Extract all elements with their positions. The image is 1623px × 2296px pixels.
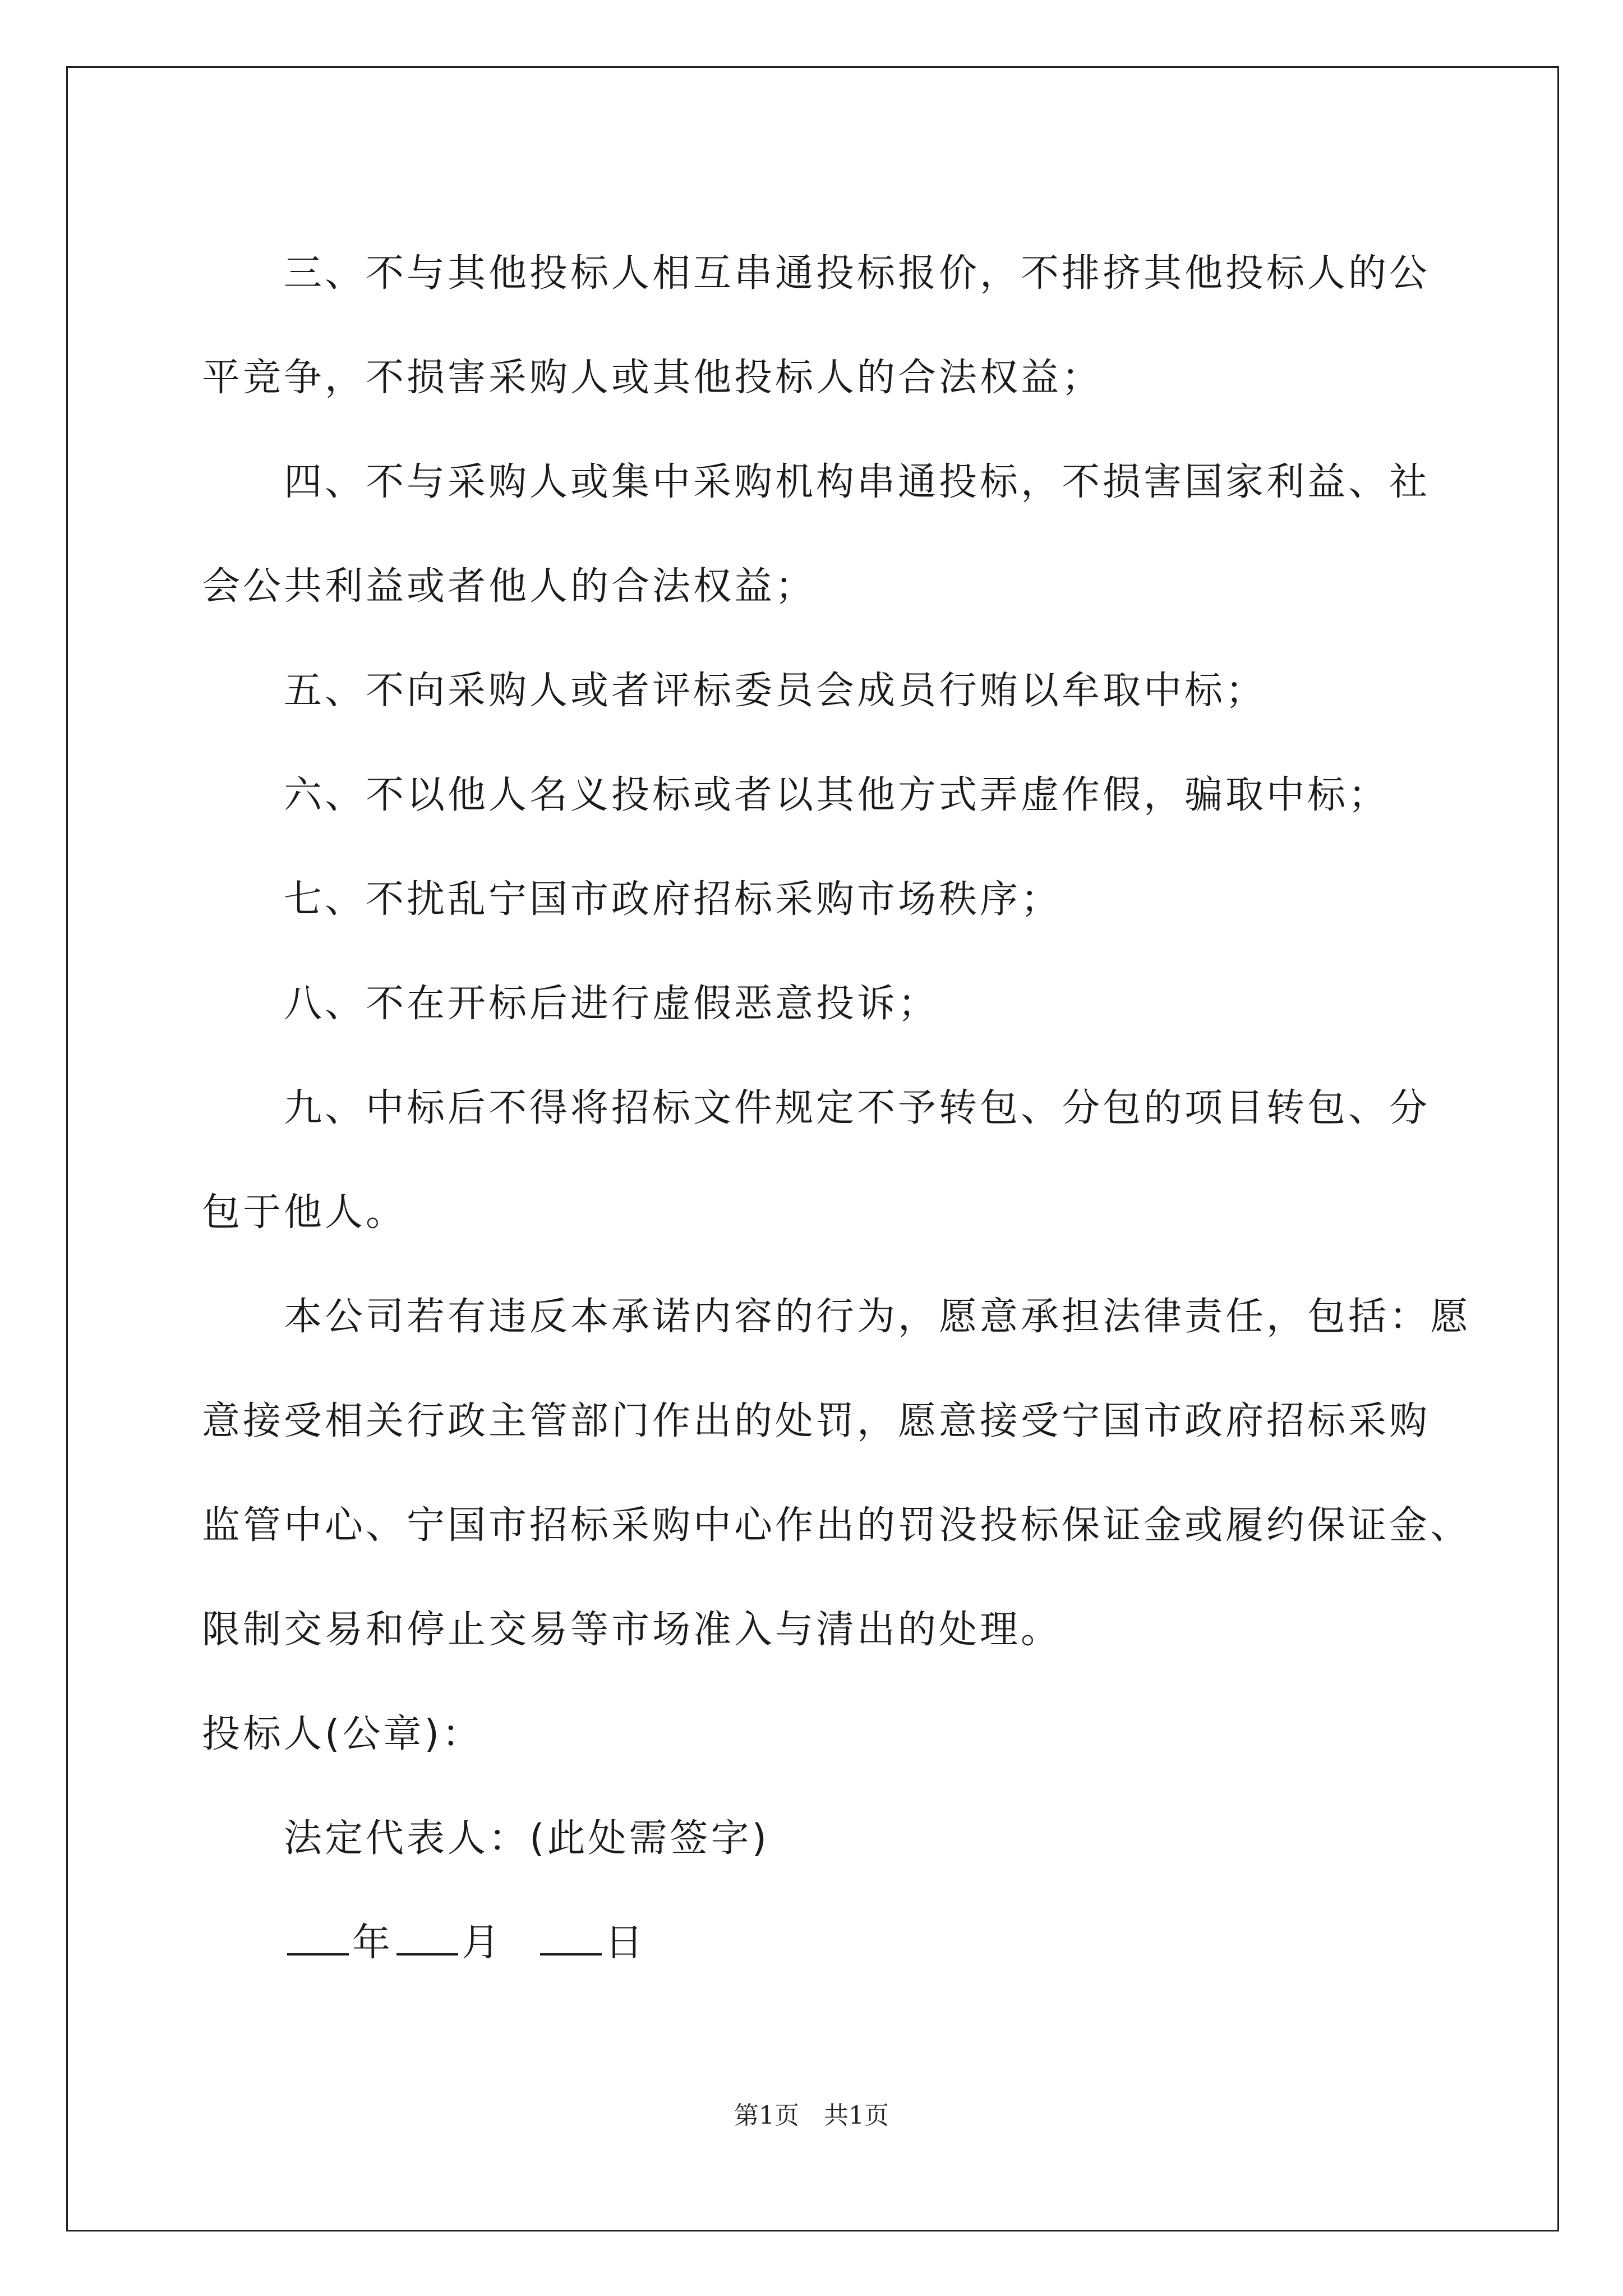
page-footer: 第1页 共1页 — [734, 2101, 889, 2130]
legal-representative-label: 法定代表人：(此处需签字) — [284, 1816, 770, 1861]
clause-7: 七、不扰乱宁国市政府招标采购市场秩序； — [284, 877, 1062, 922]
clause-9-line-1: 九、中标后不得将招标文件规定不予转包、分包的项目转包、分 — [284, 1086, 1431, 1130]
month-label: 月 — [462, 1921, 503, 1965]
document-body — [202, 222, 1476, 1995]
clause-3-line-2: 平竞争，不损害采购人或其他投标人的合法权益； — [202, 356, 1103, 400]
clause-9-line-2: 包于他人。 — [202, 1190, 407, 1235]
clause-8: 八、不在开标后进行虚假恶意投诉； — [284, 982, 939, 1026]
clause-4-line-1: 四、不与采购人或集中采购机构串通投标，不损害国家利益、社 — [284, 460, 1431, 504]
clause-5: 五、不向采购人或者评标委员会成员行贿以牟取中标； — [284, 669, 1267, 713]
liability-line-4: 限制交易和停止交易等市场准入与清出的处理。 — [202, 1608, 1062, 1652]
clause-3-line-1: 三、不与其他投标人相互串通投标报价，不排挤其他投标人的公 — [284, 251, 1431, 296]
year-blank[interactable] — [287, 1924, 349, 1955]
day-label: 日 — [605, 1921, 646, 1965]
liability-line-3: 监管中心、宁国市招标采购中心作出的罚没投标保证金或履约保证金、 — [202, 1503, 1472, 1548]
bidder-seal-label: 投标人(公章)： — [202, 1712, 483, 1756]
clause-6: 六、不以他人名义投标或者以其他方式弄虚作假，骗取中标； — [284, 773, 1390, 817]
liability-line-2: 意接受相关行政主管部门作出的处罚，愿意接受宁国市政府招标采购 — [202, 1399, 1431, 1443]
date-line — [202, 1891, 1476, 1995]
year-label: 年 — [352, 1921, 394, 1965]
day-blank[interactable] — [540, 1924, 602, 1955]
month-blank[interactable] — [396, 1924, 458, 1955]
liability-line-1: 本公司若有违反本承诺内容的行为，愿意承担法律责任，包括：愿 — [284, 1295, 1472, 1339]
clause-4-line-2: 会公共利益或者他人的合法权益； — [202, 564, 817, 609]
